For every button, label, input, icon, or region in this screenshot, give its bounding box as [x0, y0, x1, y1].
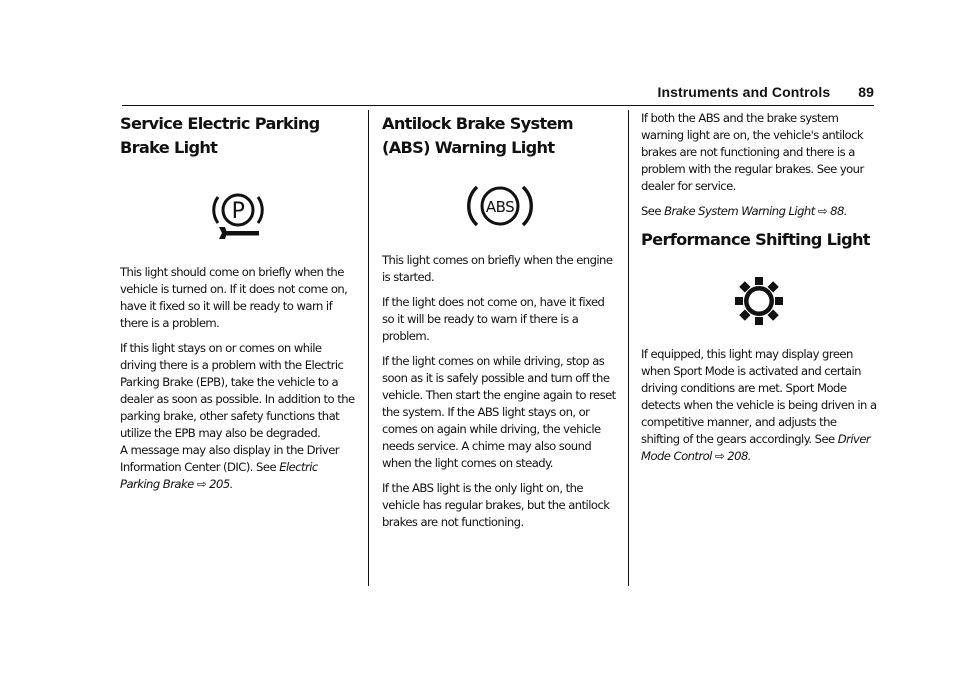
see-brake-warning: See Brake System Warning Light ⇨ 88. [641, 204, 847, 218]
performance-paragraph: If equipped, this light may display green when Sport Mode is activated and certain driving conditions are met. Sport Mode detects when the vehicle is being driven in a competitive manner, and adjusts the shifting of the gears accordingly. See Driver Mode Control ⇨ 208. [641, 347, 877, 463]
page-ref-arrow-icon: ⇨ [714, 449, 725, 463]
column-divider-1 [368, 110, 369, 586]
svg-text:P: P [231, 199, 245, 224]
abs-paragraph-2: If the light does not come on, have it fixed so it will be ready to warn if there is a problem. [382, 295, 605, 343]
page-number: 89 [858, 84, 874, 100]
running-header [657, 84, 874, 100]
page-ref-88[interactable]: 88. [830, 204, 847, 218]
page-ref-205[interactable]: 205. [209, 477, 233, 491]
column-1 [120, 110, 356, 501]
column-2 [382, 110, 618, 539]
column-divider-2 [628, 110, 629, 586]
page-ref-208[interactable]: 208. [727, 449, 751, 463]
abs-paragraph-1: This light comes on briefly when the engine is started. [382, 253, 613, 284]
heading-service-epb: Service Electric Parking Brake Light [120, 114, 320, 157]
epb-paragraph-2: If this light stays on or comes on while driving there is a problem with the Electric Parking Brake (EPB), take the vehicle to a dealer as soon as possible. In addition to the parking brake, other safety functions that utilize the EPB may also be degraded. [120, 341, 355, 440]
section-title: Instruments and Controls [657, 84, 831, 100]
abs-brake-paragraph: If both the ABS and the brake system warning light are on, the vehicle's antilock brakes are not functioning and there is a problem with the regular brakes. See your dealer for service. [641, 111, 864, 193]
svg-text:ABS: ABS [485, 198, 515, 216]
abs-paragraph-3: If the light comes on while driving, stop as soon as it is safely possible and turn off the vehicle. Then start the engine again to reset the system. If the ABS light stays on, or comes on again while driving, the vehicle needs service. A chime may also sound when the light comes on steady. [382, 354, 616, 470]
link-electric-parking-brake[interactable]: Electric Parking Brake [120, 460, 318, 491]
link-brake-system-warning-light[interactable]: Brake System Warning Light [664, 204, 815, 218]
heading-performance-shifting: Performance Shifting Light [641, 230, 870, 249]
epb-paragraph-1: This light should come on briefly when the vehicle is turned on. If it does not come on, have it fixed so it will be ready to warn if there is a problem. [120, 265, 348, 330]
heading-abs-warning: Antilock Brake System (ABS) Warning Light [382, 114, 573, 157]
abs-warning-icon [382, 160, 618, 252]
page-ref-arrow-icon: ⇨ [196, 477, 207, 491]
parking-brake-service-icon [120, 164, 356, 264]
page-ref-arrow-icon: ⇨ [817, 204, 828, 218]
gear-icon [641, 256, 877, 346]
column-3 [641, 110, 877, 473]
header-rule [122, 105, 874, 106]
abs-paragraph-4: If the ABS light is the only light on, the vehicle has regular brakes, but the antilock brakes are not functioning. [382, 481, 610, 529]
epb-paragraph-3: A message may also display in the Driver Information Center (DIC). See Electric Parking Brake ⇨ 205. [120, 443, 339, 491]
link-driver-mode-control[interactable]: Driver Mode Control [641, 432, 871, 463]
